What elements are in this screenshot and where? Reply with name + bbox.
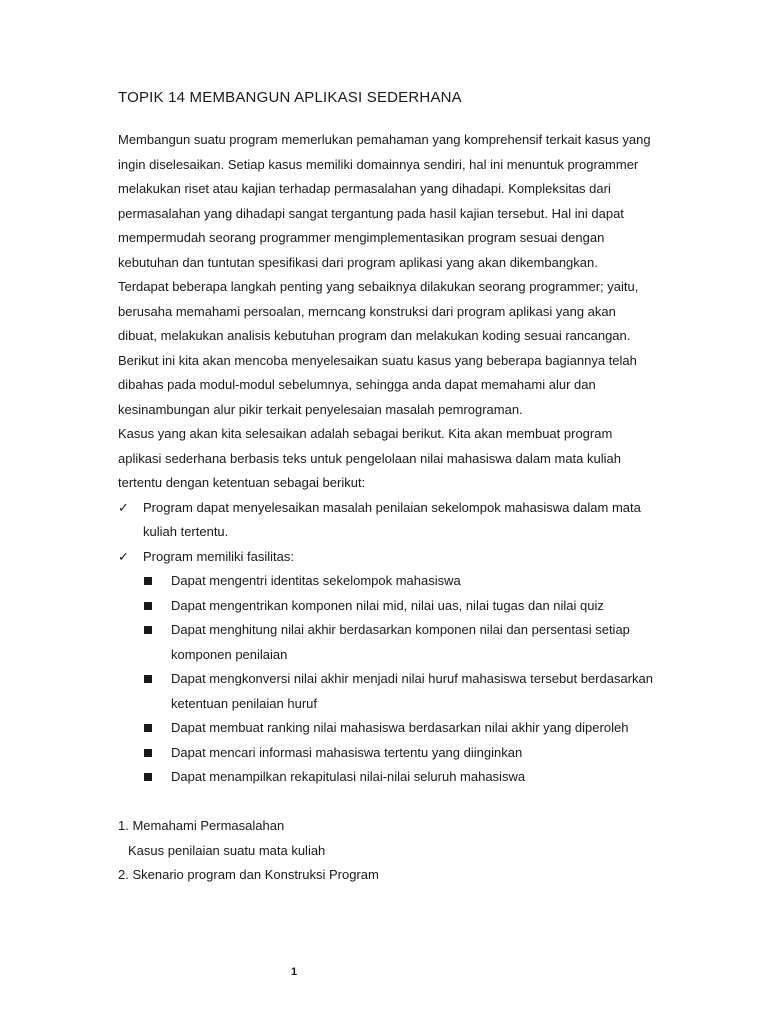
facility-item	[118, 594, 658, 619]
facility-item-text: Dapat menghitung nilai akhir berdasarkan komponen nilai dan persentasi setiap komponen penilaian	[171, 622, 630, 662]
square-bullet-icon	[144, 675, 152, 683]
paragraph-case-description: Kasus yang akan kita selesaikan adalah sebagai berikut. Kita akan membuat program aplikasi sederhana berbasis teks untuk pengelolaan nilai mahasiswa dalam mata kuliah tertentu dengan ketentuan sebagai berikut:	[118, 426, 621, 490]
section-subtext-1: Kasus penilaian suatu mata kuliah	[128, 842, 326, 858]
requirements-checklist	[118, 496, 658, 570]
blank-line	[118, 790, 658, 815]
document-title: TOPIK 14 MEMBANGUN APLIKASI SEDERHANA	[118, 89, 462, 106]
facility-item	[118, 667, 658, 716]
paragraph-case-intro: Berikut ini kita akan mencoba menyelesaikan suatu kasus yang beberapa bagiannya telah dibahas pada modul-modul sebelumnya, sehingga anda dapat memahami alur dan kesinambungan alur pikir terkait penyelesaian masalah pemrograman.	[118, 352, 637, 417]
paragraph-steps: Terdapat beberapa langkah penting yang sebaiknya dilakukan seorang programmer; yaitu, berusaha memahami persoalan, merncang konstruksi dari program aplikasi yang akan dibuat, melakukan analisis kebutuhan program dan melakukan koding sesuai rancangan.	[118, 279, 639, 343]
facility-item-text: Dapat mengentri identitas sekelompok mahasiswa	[171, 573, 461, 588]
facility-item	[118, 618, 658, 667]
square-bullet-icon	[144, 602, 152, 610]
facility-item	[118, 569, 658, 594]
document-page	[118, 88, 658, 888]
checkmark-icon: ✓	[118, 548, 129, 564]
square-bullet-icon	[144, 626, 152, 634]
paragraph-intro: Membangun suatu program memerlukan pemahaman yang komprehensif terkait kasus yang ingin diselesaikan. Setiap kasus memiliki domainnya sendiri, hal ini menuntuk programmer melakukan riset atau kajian terhadap permasalahan yang dihadapi. Kompleksitas dari permasalahan yang dihadapi sangat tergantung pada hasil kajian tersebut. Hal ini dapat mempermudah seorang programmer mengimplementasikan program sesuai dengan kebutuhan dan tuntutan spesifikasi dari program aplikasi yang akan dikembangkan.	[118, 132, 651, 270]
square-bullet-icon	[144, 724, 152, 732]
facility-item-text: Dapat mencari informasi mahasiswa tertentu yang diinginkan	[171, 744, 523, 760]
page-number: 1	[290, 966, 298, 978]
checklist-item-text: Program dapat menyelesaikan masalah penilaian sekelompok mahasiswa dalam mata kuliah tertentu.	[143, 499, 641, 539]
checkmark-icon: ✓	[118, 499, 129, 515]
square-bullet-icon	[144, 577, 152, 585]
square-bullet-icon	[144, 773, 152, 781]
facility-item	[118, 765, 658, 790]
facilities-list	[118, 569, 658, 790]
section-heading-1: 1. Memahami Permasalahan	[118, 818, 285, 833]
section-heading-2: 2. Skenario program dan Konstruksi Program	[118, 867, 379, 882]
facility-item	[118, 741, 658, 766]
facility-item-text: Dapat menampilkan rekapitulasi nilai-nilai seluruh mahasiswa	[171, 769, 526, 784]
facility-item-text: Dapat mengentrikan komponen nilai mid, nilai uas, nilai tugas dan nilai quiz	[171, 597, 604, 613]
facility-item-text: Dapat mengkonversi nilai akhir menjadi nilai huruf mahasiswa tersebut berdasarkan ketentuan penilaian huruf	[171, 671, 653, 711]
facility-item	[118, 716, 658, 741]
square-bullet-icon	[144, 749, 152, 757]
checklist-item	[118, 496, 658, 545]
checklist-item	[118, 545, 658, 570]
facility-item-text: Dapat membuat ranking nilai mahasiswa berdasarkan nilai akhir yang diperoleh	[171, 720, 629, 735]
checklist-item-text: Program memiliki fasilitas:	[143, 548, 294, 564]
